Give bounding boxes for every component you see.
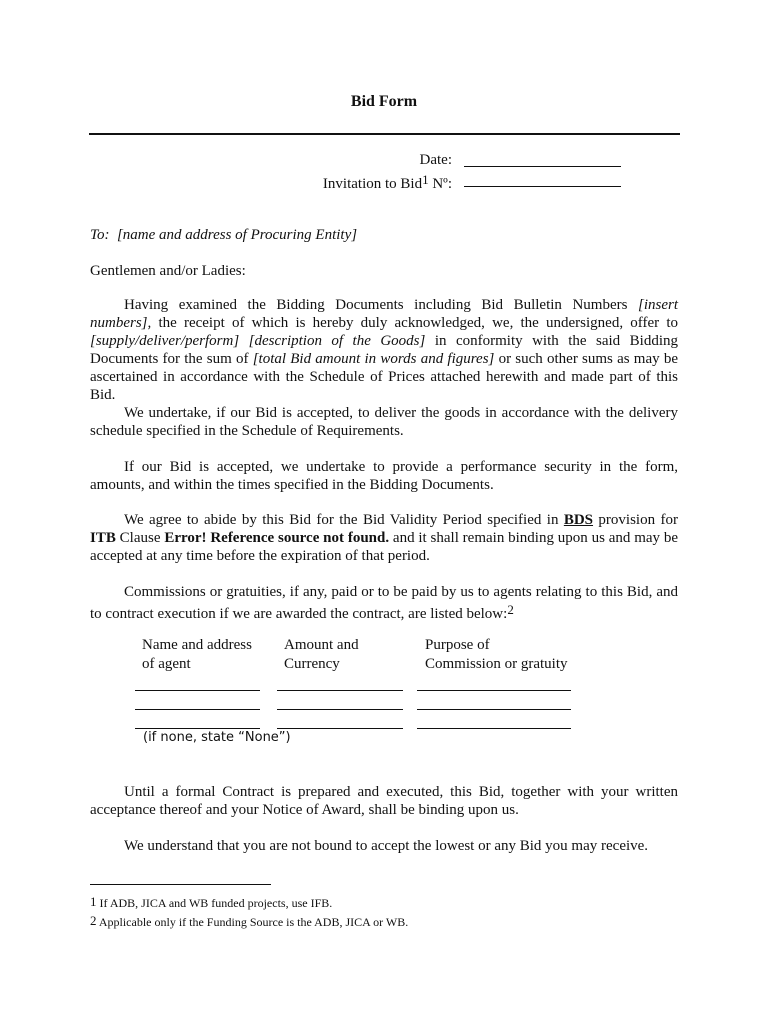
column-header-amount-line1: Amount and xyxy=(284,637,359,653)
paragraph-delivery-undertaking: We undertake, if our Bid is accepted, to deliver the goods in accordance with the delivery schedule specified in the Schedule of Requirements. xyxy=(90,405,678,439)
footnote-1-text: If ADB, JICA and WB funded projects, use IFB. xyxy=(96,896,333,910)
amount-blank-line xyxy=(277,690,403,691)
invitation-label xyxy=(323,172,452,193)
bid-amount-placeholder: [total Bid amount in words and figures] xyxy=(252,351,495,367)
agent-name-blank-line xyxy=(135,728,260,729)
agent-name-blank-line xyxy=(135,709,260,710)
footnote-ref-2: 2 xyxy=(507,602,514,617)
paragraph-bid-offer xyxy=(90,296,678,404)
footnote-separator xyxy=(90,884,271,885)
title-underline-rule xyxy=(89,133,680,135)
amount-blank-line xyxy=(277,728,403,729)
column-header-agent xyxy=(142,636,252,674)
para4-text-1: We agree to abide by this Bid for the Bid Validity Period specified in xyxy=(124,512,564,528)
addressee-label: To: xyxy=(90,227,110,243)
bulletin-numbers-placeholder: [insert numbers], xyxy=(90,297,678,331)
column-header-amount-line2: Currency xyxy=(284,656,340,672)
document-title: Bid Form xyxy=(350,93,418,110)
reference-error-text: Error! Reference source not found. xyxy=(164,530,390,546)
date-blank-line xyxy=(464,166,621,167)
invitation-row xyxy=(240,172,620,192)
footnote-1-number: 1 xyxy=(90,894,97,909)
para4-text-3: Clause xyxy=(115,530,165,546)
invitation-number-label: Nº: xyxy=(428,176,452,192)
agent-name-blank-line xyxy=(135,690,260,691)
footnote-2 xyxy=(90,913,408,930)
paragraph-bid-validity xyxy=(90,511,678,565)
paragraph-binding-until-contract: Until a formal Contract is prepared and executed, this Bid, together with your written acceptance thereof and your Notice of Award, shall be binding upon us. xyxy=(90,784,678,818)
paragraph-commissions xyxy=(90,583,678,623)
bds-reference: BDS xyxy=(563,512,594,528)
invitation-blank-line xyxy=(464,186,621,187)
paragraph-performance-security: If our Bid is accepted, we undertake to provide a performance security in the form, amounts, and within the times specified in the Bidding Documents. xyxy=(90,459,678,493)
column-header-purpose xyxy=(425,636,568,674)
footnote-ref-1: 1 xyxy=(422,172,429,187)
purpose-blank-line xyxy=(417,728,571,729)
para4-text-4: and it shall remain binding upon us and may be accepted at any time before the expiration of that period. xyxy=(90,530,679,564)
footnote-2-number: 2 xyxy=(90,913,97,928)
para4-text-2: provision for xyxy=(593,512,678,528)
if-none-instruction: (if none, state “None”) xyxy=(143,730,291,745)
purpose-blank-line xyxy=(417,709,571,710)
para1-text-2: the receipt of which is hereby duly acknowledged, we, the undersigned, offer to xyxy=(151,315,678,331)
column-header-purpose-line2: Commission or gratuity xyxy=(425,656,568,672)
footnote-1 xyxy=(90,894,332,911)
para1-text-4: or such other sums as may be ascertained in accordance with the Schedule of Prices attached herewith and made part of this Bid. xyxy=(90,351,678,403)
invitation-label-text: Invitation to Bid xyxy=(322,176,423,192)
para5-text: Commissions or gratuities, if any, paid or to be paid by us to agents relating to this Bid, and to contract execution if we are awarded the contract, are listed below: xyxy=(90,584,678,622)
goods-description-placeholder: [supply/deliver/perform] [description of the Goods] xyxy=(90,333,426,349)
column-header-agent-line1: Name and address xyxy=(142,637,252,653)
itb-reference: ITB xyxy=(90,530,116,546)
date-row xyxy=(240,152,620,172)
column-header-agent-line2: of agent xyxy=(142,656,191,672)
para1-text-3: in conformity with the said Bidding Documents for the sum of xyxy=(90,333,678,367)
addressee-line xyxy=(90,226,678,244)
addressee-placeholder: [name and address of Procuring Entity] xyxy=(116,227,358,243)
purpose-blank-line xyxy=(417,690,571,691)
amount-blank-line xyxy=(277,709,403,710)
footnote-2-text: Applicable only if the Funding Source is the ADB, JICA or WB. xyxy=(96,915,409,929)
column-header-amount xyxy=(284,636,359,674)
date-label: Date: xyxy=(419,152,452,168)
salutation: Gentlemen and/or Ladies: xyxy=(90,263,246,279)
paragraph-not-bound-lowest: We understand that you are not bound to accept the lowest or any Bid you may receive. xyxy=(124,838,649,854)
column-header-purpose-line1: Purpose of xyxy=(425,637,490,653)
para1-text-1: Having examined the Bidding Documents including Bid Bulletin Numbers xyxy=(124,297,638,313)
